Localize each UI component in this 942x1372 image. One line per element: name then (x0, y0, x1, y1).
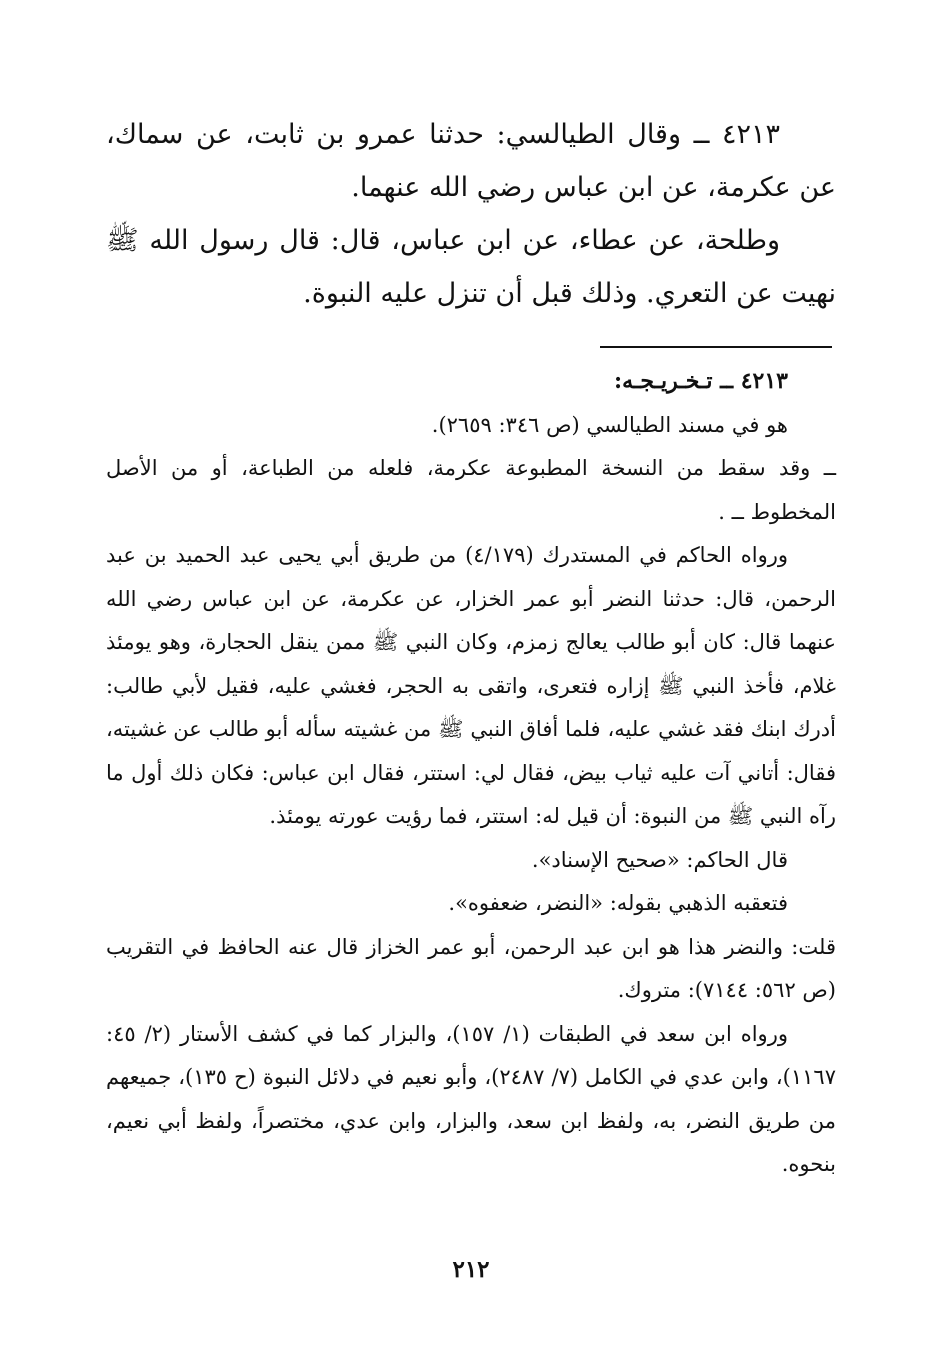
takhrij-notes (106, 360, 836, 1187)
takhrij-heading: ٤٢١٣ ــ تـخـريـجـه: (614, 368, 788, 394)
note-paragraph-hakim-grading: قال الحاكم: «صحيح الإسناد». (531, 847, 788, 872)
hadith-paragraph-isnad: ٤٢١٣ ــ وقال الطيالسي: حدثنا عمرو بن ثابت، عن سماك، عن عكرمة، عن ابن عباس رضي الله عنهما. (106, 119, 836, 203)
note-paragraph-hakim: ورواه الحاكم في المستدرك (٤/١٧٩) من طريق أبي يحيى عبد الحميد بن عبد الرحمن، قال: حدثنا النضر أبو عمر الخزار، عن عكرمة، عن ابن عباس رضي الله عنهما قال: كان أبو طالب يعالج زمزم، وكان النبي ﷺ ممن ينقل الحجارة، وهو يومئذ غلام، فأخذ النبي ﷺ إزاره فتعرى، واتقى به الحجر، فغشي عليه، فقيل لأبي طالب: أدرك ابنك فقد غشي عليه، فلما أفاق النبي ﷺ من غشيته سأله أبو طالب عن غشيته، فقال: أتاني آت عليه ثياب بيض، فقال لي: استتر، فقال ابن عباس: فكان ذلك أول ما رآه النبي ﷺ من النبوة: أن قيل له: استتر، فما رؤيت عورته يومئذ. (106, 543, 836, 828)
note-paragraph-dhahabi: فتعقبه الذهبي بقوله: «النضر، ضعفوه». (448, 891, 788, 915)
note-paragraph-omission: ــ وقد سقط من النسخة المطبوعة عكرمة، فلعله من الطباعة، أو من الأصل المخطوط ــ . (106, 456, 836, 524)
note-paragraph-nadr: قلت: والنضر هذا هو ابن عبد الرحمن، أبو عمر الخزاز قال عنه الحافظ في التقريب (ص ٥٦٢: ٧١٤٤): متروك. (106, 934, 836, 1002)
footnote-divider (600, 346, 832, 348)
note-paragraph-musnad: هو في مسند الطيالسي (ص ٣٤٦: ٢٦٥٩). (431, 412, 788, 437)
hadith-text (106, 108, 836, 320)
hadith-paragraph-matn: وطلحة، عن عطاء، عن ابن عباس، قال: قال رسول الله ﷺ نهيت عن التعري. وذلك قبل أن تنزل عليه النبوة. (106, 225, 836, 309)
note-paragraph-ibn-saad: ورواه ابن سعد في الطبقات (١/ ١٥٧)، والبزار كما في كشف الأستار (٢/ ٤٥: ١١٦٧)، وابن عدي في الكامل (٧/ ٢٤٨٧)، وأبو نعيم في دلائل النبوة (ح ١٣٥)، جميعهم من طريق النضر، به، ولفظ ابن سعد، والبزار، وابن عدي، مختصراً، ولفظ أبي نعيم، بنحوه. (106, 1021, 836, 1176)
page-number: ٢١٢ (452, 1256, 490, 1283)
